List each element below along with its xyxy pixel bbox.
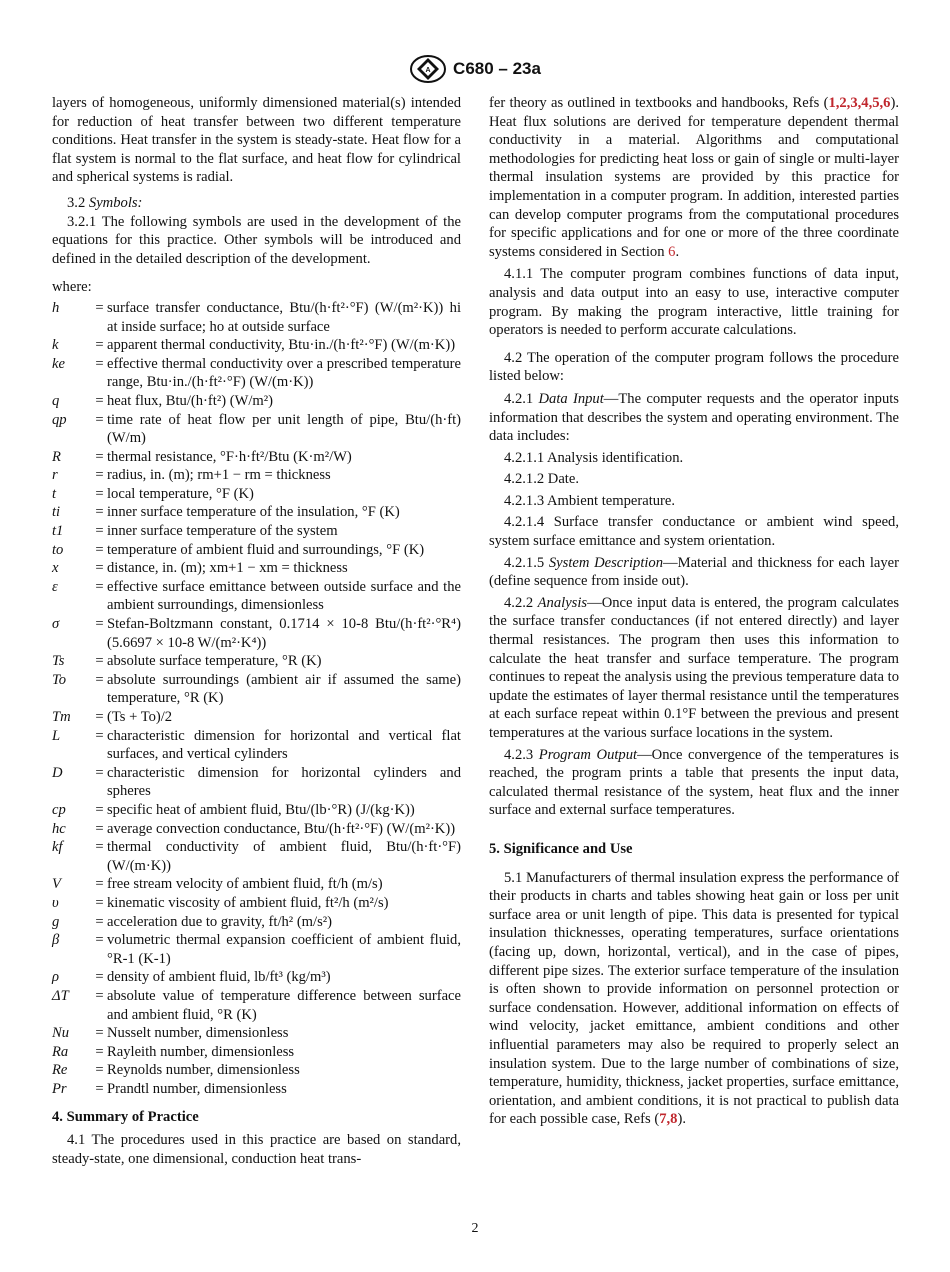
section-5-heading: 5. Significance and Use <box>489 840 633 857</box>
equals-sign: = <box>95 523 104 540</box>
equals-sign: = <box>95 913 104 930</box>
equals-sign: = <box>95 485 104 502</box>
section-4-heading: 4. Summary of Practice <box>52 1109 199 1126</box>
symbol-term: t1 <box>52 523 64 540</box>
symbol-definition: effective thermal conductivity over a prescribed temperature range, Btu·in./(h·ft²·°F) (W/(m·K)) <box>107 355 461 391</box>
section-4-2-1-4: 4.2.1.4 Surface transfer conductance or ambient wind speed, system surface emittance and system orientation. <box>489 514 899 550</box>
symbol-row <box>52 299 461 336</box>
equals-sign: = <box>95 560 104 577</box>
right-column <box>489 94 899 1129</box>
symbol-term: kf <box>52 839 63 856</box>
symbol-term: ti <box>52 504 61 521</box>
symbol-definition: Rayleith number, dimensionless <box>107 1043 295 1060</box>
symbol-term: υ <box>52 894 59 911</box>
symbol-row <box>52 894 461 913</box>
symbol-term: ke <box>52 355 65 372</box>
symbol-row <box>52 652 461 671</box>
where-label: where: <box>52 279 92 296</box>
section-3-2-1: 3.2.1 The following symbols are used in the development of the equations for this practice. Other symbols will be introduced and defined in the detailed description of the development. <box>52 213 461 267</box>
symbol-term: hc <box>52 820 66 837</box>
document-number: C680 – 23a <box>453 59 541 78</box>
symbol-term: cp <box>52 801 66 818</box>
equals-sign: = <box>95 671 104 688</box>
equals-sign: = <box>95 653 104 670</box>
symbol-definition: local temperature, °F (K) <box>107 485 254 502</box>
symbol-list <box>52 299 461 1099</box>
section-5-1: 5.1 Manufacturers of thermal insulation express the performance of their products in charts and tables showing heat gain or loss per unit surface area or unit length of pipe. This data is presented for typical insulation thicknesses, operating temperatures, surface orientations (facing up, down, horizontal, vertical), and in the case of pipes, different pipe sizes. The exterior surface temperature of the insulation is often shown to provide information on personnel protection or surface condensation. However, additional information on effects of wind velocity, jacket emittance, ambient conditions and other influential parameters may also be required to properly select an insulation system. Due to the large number of combinations of size, temperature, humidity, thickness, jacket properties, surface emittance, orientation, and ambient conditions, it is not practical to publish data for each possible case, Refs (7,8). <box>489 869 899 1128</box>
symbol-term: Tm <box>52 709 71 725</box>
symbol-term: D <box>52 764 63 781</box>
equals-sign: = <box>95 1062 104 1079</box>
symbol-definition: temperature of ambient fluid and surroundings, °F (K) <box>107 541 425 558</box>
symbol-definition: effective surface emittance between outside surface and the ambient surroundings, dimensionless <box>107 578 461 614</box>
symbol-definition: Nusselt number, dimensionless <box>107 1025 289 1042</box>
equals-sign: = <box>95 448 104 465</box>
symbol-definition: average convection conductance, Btu/(h·ft²·°F) (W/(m²·K)) <box>107 820 456 837</box>
refs-link-1[interactable]: 1,2,3,4,5,6 <box>828 95 891 111</box>
equals-sign: = <box>95 932 104 949</box>
symbol-row <box>52 485 461 504</box>
symbol-definition: thermal resistance, °F·h·ft²/Btu (K·m²/W) <box>107 448 352 465</box>
symbol-definition: thermal conductivity of ambient fluid, Btu/(h·ft·°F) (W/(m·K)) <box>107 839 461 874</box>
symbol-definition: volumetric thermal expansion coefficient of ambient fluid, °R-1 (K-1) <box>107 932 461 967</box>
symbol-definition: time rate of heat flow per unit length of pipe, Btu/(h·ft) (W/m) <box>107 411 461 447</box>
symbol-term: k <box>52 337 59 354</box>
equals-sign: = <box>95 987 104 1004</box>
symbol-term: ε <box>52 578 58 595</box>
symbol-term: ΔT <box>52 987 69 1004</box>
equals-sign: = <box>95 578 104 595</box>
symbol-definition: characteristic dimension for horizontal and vertical flat surfaces, and vertical cylinders <box>107 727 461 763</box>
symbol-term: x <box>52 560 59 577</box>
symbol-row <box>52 764 461 801</box>
equals-sign: = <box>95 801 104 818</box>
symbol-row <box>52 448 461 467</box>
symbol-definition: absolute surroundings (ambient air if assumed the same) temperature, °R (K) <box>107 671 461 707</box>
equals-sign: = <box>95 1080 104 1097</box>
symbol-row <box>52 968 461 987</box>
symbol-row <box>52 355 461 392</box>
equals-sign: = <box>95 467 104 484</box>
symbol-row <box>52 708 461 727</box>
equals-sign: = <box>95 299 104 316</box>
symbol-definition: apparent thermal conductivity, Btu·in./(h·ft²·°F) (W/(m·K)) <box>107 337 456 354</box>
symbol-row <box>52 913 461 932</box>
symbol-term: qp <box>52 411 67 428</box>
equals-sign: = <box>95 616 104 633</box>
section-4-2-2: 4.2.2 Analysis—Once input data is entered, the program calculates the surface transfer conductances (if not entered directly) and layer thermal resistances. The program then uses this information to calculate the heat transfer and surface temperature. The program continues to repeat the analysis using the previous temperature data to update the estimates of layer thermal resistance until the temperatures at each surface repeat within 0.1°F between the previous and present temperatures at the various surface locations in the system. <box>489 594 899 741</box>
section-4-1-1: 4.1.1 The computer program combines functions of data input, analysis and data output into an easy to use, interactive computer program. By making the program interactive, little training for operators is needed to perform accurate calculations. <box>489 266 899 339</box>
section-4-2-1-5: 4.2.1.5 System Description—Material and thickness for each layer (define sequence from inside out). <box>489 554 899 590</box>
equals-sign: = <box>95 709 104 725</box>
symbol-row <box>52 1061 461 1080</box>
equals-sign: = <box>95 727 104 744</box>
symbol-term: to <box>52 541 64 558</box>
equals-sign: = <box>95 541 104 558</box>
symbol-row <box>52 838 461 875</box>
equals-sign: = <box>95 504 104 521</box>
symbol-term: σ <box>52 616 60 633</box>
equals-sign: = <box>95 1025 104 1042</box>
symbol-term: Re <box>52 1062 68 1079</box>
symbol-row <box>52 671 461 708</box>
section-4-2-3: 4.2.3 Program Output—Once convergence of the temperatures is reached, the program prints a table that presents the input data, calculated thermal resistance of the system, heat flux and the inner surface and external surface temperatures. <box>489 746 899 819</box>
symbol-row <box>52 411 461 448</box>
equals-sign: = <box>95 337 104 354</box>
symbol-row <box>52 503 461 522</box>
symbol-term: L <box>52 727 61 744</box>
symbol-definition: Prandtl number, dimensionless <box>107 1080 287 1097</box>
equals-sign: = <box>95 1043 104 1060</box>
section-4-2-1-1: 4.2.1.1 Analysis identification. <box>504 449 684 466</box>
symbol-definition: acceleration due to gravity, ft/h² (m/s²) <box>107 913 333 930</box>
symbol-definition: heat flux, Btu/(h·ft²) (W/m²) <box>107 392 273 409</box>
symbol-definition: absolute value of temperature difference between surface and ambient fluid, °R (K) <box>107 987 461 1023</box>
symbol-definition: density of ambient fluid, lb/ft³ (kg/m³) <box>107 969 331 986</box>
symbol-row <box>52 1080 461 1099</box>
symbol-row <box>52 820 461 839</box>
symbol-definition: radius, in. (m); rm+1 − rm = thickness <box>107 467 331 484</box>
symbol-row <box>52 875 461 894</box>
symbol-row <box>52 466 461 485</box>
symbol-definition: characteristic dimension for horizontal cylinders and spheres <box>107 764 461 800</box>
equals-sign: = <box>95 839 104 856</box>
symbol-term: q <box>52 392 60 409</box>
symbol-row <box>52 987 461 1024</box>
symbol-term: β <box>52 932 60 949</box>
section-4-1-start: 4.1 The procedures used in this practice are based on standard, steady-state, one dimensional, conduction heat trans- <box>52 1132 461 1167</box>
equals-sign: = <box>95 969 104 986</box>
section-3-2: 3.2 Symbols: <box>67 194 143 211</box>
symbol-row <box>52 1024 461 1043</box>
symbol-term: R <box>52 448 61 465</box>
symbol-row <box>52 801 461 820</box>
intro-paragraph: layers of homogeneous, uniformly dimensioned material(s) intended for reduction of heat transfer between two different temperature conditions. Heat transfer in the system is steady-state. Heat flow for a flat system is normal to the flat surface, and heat flow for cylindrical and spherical systems is radial. <box>52 95 461 186</box>
section-4-2-1: 4.2.1 Data Input—The computer requests and the operator inputs information that describes the system and operating environment. The data includes: <box>489 390 899 445</box>
symbol-definition: inner surface temperature of the system <box>107 523 338 540</box>
section-6-link[interactable]: 6 <box>668 243 676 260</box>
equals-sign: = <box>95 355 104 372</box>
equals-sign: = <box>95 392 104 409</box>
page-number: 2 <box>471 1221 479 1236</box>
symbol-term: To <box>52 671 67 688</box>
symbol-definition: (Ts + To)/2 <box>107 709 173 725</box>
equals-sign: = <box>95 764 104 781</box>
svg-text:A: A <box>425 67 431 74</box>
symbol-term: Pr <box>52 1080 67 1097</box>
symbol-definition: specific heat of ambient fluid, Btu/(lb·°R) (J/(kg·K)) <box>107 801 415 818</box>
symbol-term: Ts <box>52 653 65 670</box>
refs-link-2[interactable]: 7,8 <box>659 1111 678 1128</box>
section-4-2-1-3: 4.2.1.3 Ambient temperature. <box>504 492 676 509</box>
symbol-row <box>52 1043 461 1062</box>
symbol-term: V <box>52 876 61 893</box>
symbol-term: g <box>52 913 60 930</box>
symbol-row <box>52 559 461 578</box>
section-4-2-1-2: 4.2.1.2 Date. <box>504 471 579 488</box>
page-header <box>0 54 950 89</box>
equals-sign: = <box>95 411 104 428</box>
symbol-term: ρ <box>52 969 60 986</box>
symbol-row <box>52 931 461 968</box>
symbol-row <box>52 727 461 764</box>
symbol-term: Ra <box>52 1043 69 1060</box>
symbol-definition: free stream velocity of ambient fluid, ft/h (m/s) <box>107 876 383 893</box>
equals-sign: = <box>95 894 104 911</box>
astm-logo-icon <box>409 54 447 84</box>
symbol-row <box>52 336 461 355</box>
equals-sign: = <box>95 820 104 837</box>
section-4-2: 4.2 The operation of the computer program follows the procedure listed below: <box>489 349 899 385</box>
symbol-row <box>52 578 461 615</box>
symbol-row <box>52 615 461 652</box>
symbol-definition: Stefan-Boltzmann constant, 0.1714 × 10-8 Btu/(h·ft²·°R⁴) (5.6697 × 10-8 W/(m²·K⁴)) <box>107 616 461 651</box>
symbol-term: t <box>52 485 57 502</box>
symbol-definition: surface transfer conductance, Btu/(h·ft²·°F) (W/(m²·K)) hi at inside surface; ho at outside surface <box>107 299 461 335</box>
symbol-term: Nu <box>52 1025 70 1042</box>
symbol-term: h <box>52 299 60 316</box>
left-column <box>52 94 461 1168</box>
symbol-definition: Reynolds number, dimensionless <box>107 1062 300 1079</box>
symbol-term: r <box>52 467 58 484</box>
symbol-definition: absolute surface temperature, °R (K) <box>107 653 322 670</box>
symbol-definition: distance, in. (m); xm+1 − xm = thickness <box>107 560 348 577</box>
symbol-row <box>52 541 461 560</box>
section-4-1-continued: fer theory as outlined in textbooks and handbooks, Refs (1,2,3,4,5,6). Heat flux solutions are derived for temperature dependent thermal conductivity in a material. Algorithms and computational methodologies for predicting heat loss or gain of single or multi-layer thermal insulation systems are provided by this practice for implementation in a computer program. In addition, interested parties can develop computer programs from the computational procedures for specific applications and for one or more of the three coordinate systems considered in Section 6. <box>489 95 899 260</box>
symbol-row <box>52 522 461 541</box>
symbol-row <box>52 392 461 411</box>
symbol-definition: inner surface temperature of the insulation, °F (K) <box>107 504 400 521</box>
symbol-definition: kinematic viscosity of ambient fluid, ft²/h (m²/s) <box>107 894 389 911</box>
equals-sign: = <box>95 876 104 893</box>
